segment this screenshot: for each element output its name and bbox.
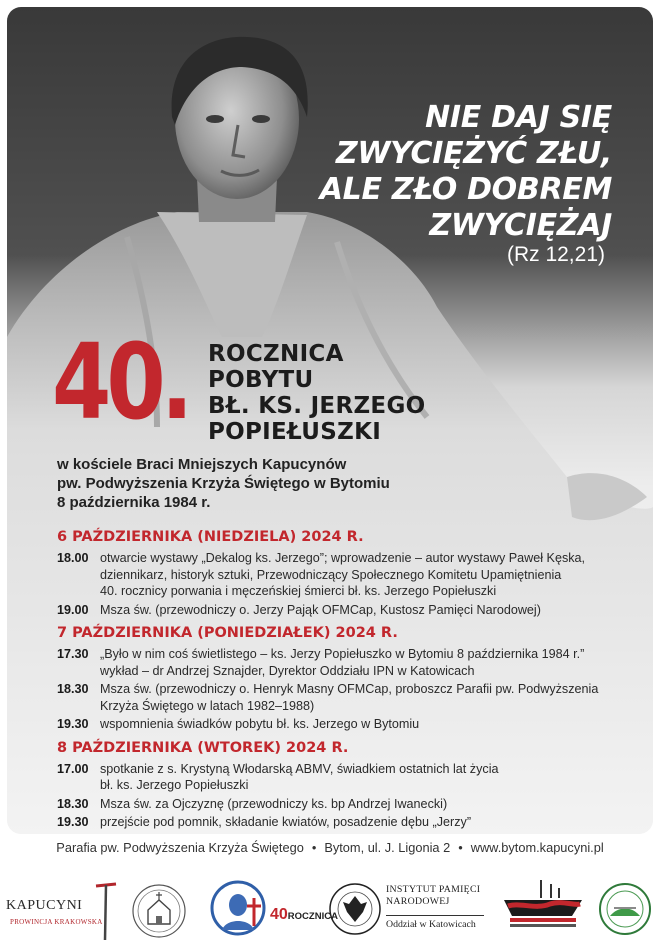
event-line: bł. ks. Jerzego Popiełuszki <box>100 778 249 792</box>
event-description <box>100 550 617 600</box>
kapucyni-name: KAPUCYNI <box>6 898 83 913</box>
parish-seal-logo <box>128 882 190 940</box>
event-time: 18.30 <box>57 682 89 696</box>
schedule-event <box>57 761 617 794</box>
event-description <box>100 761 617 794</box>
anniversary-title <box>208 341 425 445</box>
event-time: 19.00 <box>57 602 89 617</box>
anniversary-line: BŁ. KS. JERZEGO <box>208 393 426 419</box>
anniversary-line: ROCZNICA <box>208 341 344 367</box>
quote-line: ZWYCIĘŻYĆ ZŁU, <box>335 136 612 171</box>
intro-line: w kościele Braci Mniejszych Kapucynów <box>57 456 347 473</box>
schedule-day <box>57 528 617 618</box>
event-time: 19.30 <box>57 717 89 731</box>
event-line: wspomnienia świadków pobytu bł. ks. Jerzego w Bytomiu <box>100 717 420 731</box>
church-seal-icon <box>128 882 190 940</box>
kapucyni-subtitle: PROWINCJA KRAKOWSKA <box>10 918 103 926</box>
website-link[interactable]: www.bytom.kapucyni.pl <box>470 840 604 855</box>
schedule-day <box>57 739 617 831</box>
event-line: przejście pod pomnik, składanie kwiatów, posadzenie dębu „Jerzy” <box>100 815 472 829</box>
schedule <box>57 528 617 837</box>
schedule-event <box>57 796 617 813</box>
schedule-event <box>57 716 617 733</box>
schedule-day <box>57 624 617 733</box>
schedule-event <box>57 646 617 679</box>
event-description <box>100 796 617 813</box>
event-description <box>100 716 617 733</box>
environment-logo <box>598 882 652 936</box>
event-location <box>57 455 390 512</box>
anniversary-line: POBYTU <box>208 367 314 393</box>
event-time: 17.30 <box>57 647 89 661</box>
quote-line: ZWYCIĘŻAJ <box>429 208 612 243</box>
event-line: Msza św. (przewodniczy o. Jerzy Pająk OFMCap, Kustosz Pamięci Narodowej) <box>100 602 541 617</box>
day-title: 8 PAŹDZIERNIKA (WTOREK) 2024 R. <box>57 739 349 756</box>
intro-line: pw. Podwyższenia Krzyża Świętego w Bytomiu <box>57 475 390 492</box>
intro-line: 8 października 1984 r. <box>57 494 211 511</box>
anniversary-logo-number: 40 <box>270 906 288 923</box>
event-line: „Było w nim coś świetlistego – ks. Jerzy Popiełuszko w Bytomiu 8 października 1984 r.” <box>100 647 585 661</box>
schedule-event <box>57 550 617 600</box>
quote-reference: (Rz 12,21) <box>506 243 605 266</box>
event-line: 40. rocznicy porwania i męczeńskiej śmierci bł. ks. Jerzego Popiełuszki <box>100 584 497 598</box>
anniversary-line: POPIEŁUSZKI <box>208 419 382 445</box>
day-title: 6 PAŹDZIERNIKA (NIEDZIELA) 2024 R. <box>57 529 364 545</box>
kapucyni-logo <box>6 888 118 940</box>
schedule-event <box>57 814 617 831</box>
tau-cross-icon <box>94 880 118 942</box>
footer-contact <box>0 840 660 855</box>
event-line: wykład – dr Andrzej Sznajder, Dyrektor Oddziału IPN w Katowicach <box>100 663 475 678</box>
event-time: 17.00 <box>57 761 89 776</box>
event-description <box>100 602 617 619</box>
event-time: 19.30 <box>57 815 89 829</box>
quote-line: NIE DAJ SIĘ <box>425 100 612 135</box>
ipn-logo <box>328 882 488 938</box>
eagle-emblem-icon <box>328 882 382 936</box>
event-line: dziennikarz, historyk sztuki, Przewodniczący Społecznego Komitetu Upamiętnienia <box>100 567 562 582</box>
event-time: 18.00 <box>57 551 89 565</box>
event-line: Msza św. za Ojczyznę (przewodniczy ks. bp Andrzej Iwanecki) <box>100 796 448 811</box>
ipn-branch: Oddział w Katowicach <box>386 919 476 930</box>
event-line: spotkanie z s. Krystyną Włodarską ABMV, świadkiem ostatnich lat życia <box>100 761 499 776</box>
divider <box>386 915 484 916</box>
event-line: Msza św. (przewodniczy o. Henryk Masny OFMCap, proboszcz Parafii pw. Podwyższenia <box>100 682 599 696</box>
ipn-name-line: NARODOWEJ <box>386 896 450 907</box>
green-seal-icon <box>598 882 652 936</box>
bible-quote <box>320 100 612 244</box>
event-line: Krzyża Świętego w latach 1982–1988) <box>100 698 315 713</box>
sponsor-logos <box>0 868 660 943</box>
separator: • <box>311 840 317 855</box>
day-title: 7 PAŹDZIERNIKA (PONIEDZIAŁEK) 2024 R. <box>57 625 398 641</box>
anniversary-number: 40. <box>52 321 189 443</box>
parish-name: Parafia pw. Podwyższenia Krzyża Świętego <box>56 840 304 855</box>
event-time: 18.30 <box>57 796 89 811</box>
solidarity-ship-icon <box>500 876 586 938</box>
anniversary-logo-label: ROCZNICA <box>287 911 338 922</box>
parish-address: Bytom, ul. J. Ligonia 2 <box>324 840 451 855</box>
ipn-name-line: INSTYTUT PAMIĘCI <box>386 884 481 895</box>
schedule-event <box>57 681 617 714</box>
quote-line: ALE ZŁO DOBREM <box>319 172 612 207</box>
event-description <box>100 814 617 831</box>
ipn-name <box>386 884 480 908</box>
solidarnosc-logo <box>500 876 586 938</box>
separator: • <box>458 840 463 855</box>
event-description <box>100 681 617 714</box>
event-description <box>100 646 617 679</box>
anniversary-logo <box>210 878 338 938</box>
event-line: otwarcie wystawy „Dekalog ks. Jerzego”; wprowadzenie – autor wystawy Paweł Kęska, <box>100 551 586 565</box>
schedule-event <box>57 602 617 619</box>
